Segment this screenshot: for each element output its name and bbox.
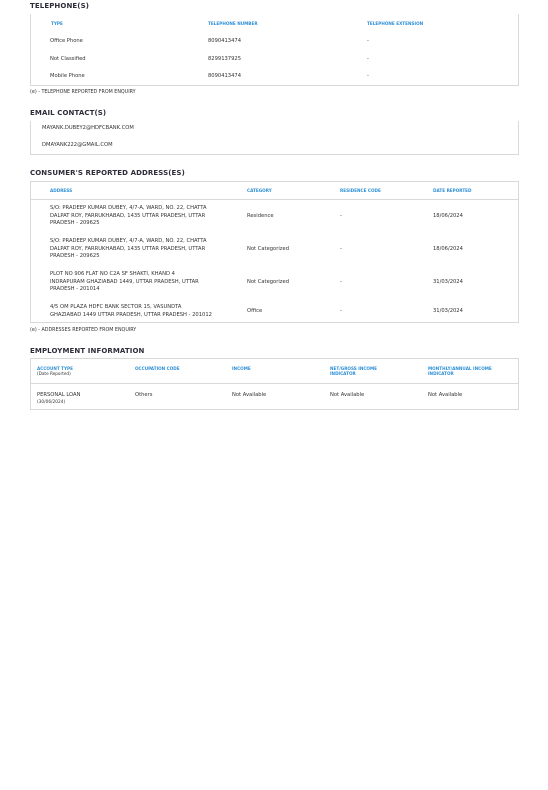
- header-divider: [31, 199, 518, 200]
- col-number: TELEPHONE NUMBER: [208, 21, 258, 26]
- employment-occupation: Others: [135, 392, 153, 398]
- col-net-gross: NET/GROSS INCOME INDICATOR: [330, 366, 377, 376]
- telephones-title: TELEPHONE(S): [30, 2, 90, 10]
- addresses-note: (e) - ADDRESSES REPORTED FROM ENQUIRY: [30, 328, 137, 333]
- col-monthly-annual: MONTHLY/ANNUAL INCOME INDICATOR: [428, 366, 492, 376]
- address-date: 31/03/2024: [433, 308, 463, 314]
- phone-number: 8090413474: [208, 38, 242, 44]
- address-category: Not Categorized: [247, 246, 290, 252]
- col-extension: TELEPHONE EXTENSION: [367, 21, 424, 26]
- address-code: -: [340, 308, 342, 314]
- telephones-note: (e) - TELEPHONE REPORTED FROM ENQUIRY: [30, 90, 136, 95]
- col-account-type: ACCOUNT TYPE (Date Reported): [37, 366, 73, 376]
- phone-ext: -: [367, 73, 369, 79]
- address-code: -: [340, 279, 342, 285]
- addresses-title: CONSUMER'S REPORTED ADDRESS(ES): [30, 169, 185, 177]
- address-text: S/O: PRADEEP KUMAR DUBEY, 4/7-A, WARD, NO. 22, CHATTA DALPAT ROY, FARRUKHABAD, 1435 UTTAR PRADESH, UTTAR PRADESH - 209625: [50, 205, 207, 226]
- employment-date: (30/06/2024): [37, 399, 66, 405]
- col-occupation: OCCUPATION CODE: [135, 366, 180, 371]
- employment-net-gross: Not Available: [330, 392, 365, 398]
- address-category: Office: [247, 308, 263, 314]
- col-address: ADDRESS: [50, 188, 73, 193]
- address-date: 18/06/2024: [433, 246, 463, 252]
- phone-number: 8090413474: [208, 73, 242, 79]
- address-category: Not Categorized: [247, 279, 290, 285]
- address-category: Residence: [247, 213, 274, 219]
- phone-ext: -: [367, 56, 369, 62]
- addresses-table: [30, 181, 519, 323]
- address-text: 4/5 OM PLAZA HDFC BANK SECTOR 15, VASUNDTA GHAZIABAD 1449 UTTAR PRADESH, UTTAR PRADESH - 201012: [50, 304, 212, 318]
- col-date-reported: DATE REPORTED: [433, 188, 472, 193]
- col-category: CATEGORY: [247, 188, 272, 193]
- employment-table: [30, 358, 519, 410]
- address-date: 31/03/2024: [433, 279, 463, 285]
- address-date: 18/06/2024: [433, 213, 463, 219]
- employment-monthly-annual: Not Available: [428, 392, 463, 398]
- phone-type: Office Phone: [50, 38, 83, 44]
- address-code: -: [340, 213, 342, 219]
- email-item: MAYANK.DUBEY2@HDFCBANK.COM: [42, 125, 134, 131]
- email-item: DMAYANK222@GMAIL.COM: [42, 142, 113, 148]
- col-type: TYPE: [51, 21, 63, 26]
- telephones-table: [30, 14, 519, 86]
- emails-title: EMAIL CONTACT(S): [30, 109, 107, 117]
- address-code: -: [340, 246, 342, 252]
- phone-type: Not Classified: [50, 56, 86, 62]
- phone-number: 8299137925: [208, 56, 242, 62]
- employment-income: Not Available: [232, 392, 267, 398]
- address-text: S/O: PRADEEP KUMAR DUBEY, 4/7-A, WARD, NO. 22, CHATTA DALPAT ROY, FARRUKHABAD, 1435 UTTAR PRADESH, UTTAR PRADESH - 209625: [50, 238, 207, 259]
- employment-title: EMPLOYMENT INFORMATION: [30, 347, 145, 355]
- col-residence-code: RESIDENCE CODE: [340, 188, 381, 193]
- emails-box: [30, 121, 519, 155]
- employment-account-type: PERSONAL LOAN (30/06/2024): [37, 392, 81, 405]
- phone-ext: -: [367, 38, 369, 44]
- header-divider: [31, 383, 518, 384]
- phone-type: Mobile Phone: [50, 73, 85, 79]
- col-income: INCOME: [232, 366, 251, 371]
- address-text: PLOT NO 906 FLAT NO C2A SF SHAKTI, KHAND 4 INDRAPURAM GHAZIABAD 1449, UTTAR PRADESH, UTTAR PRADESH - 201014: [50, 271, 199, 292]
